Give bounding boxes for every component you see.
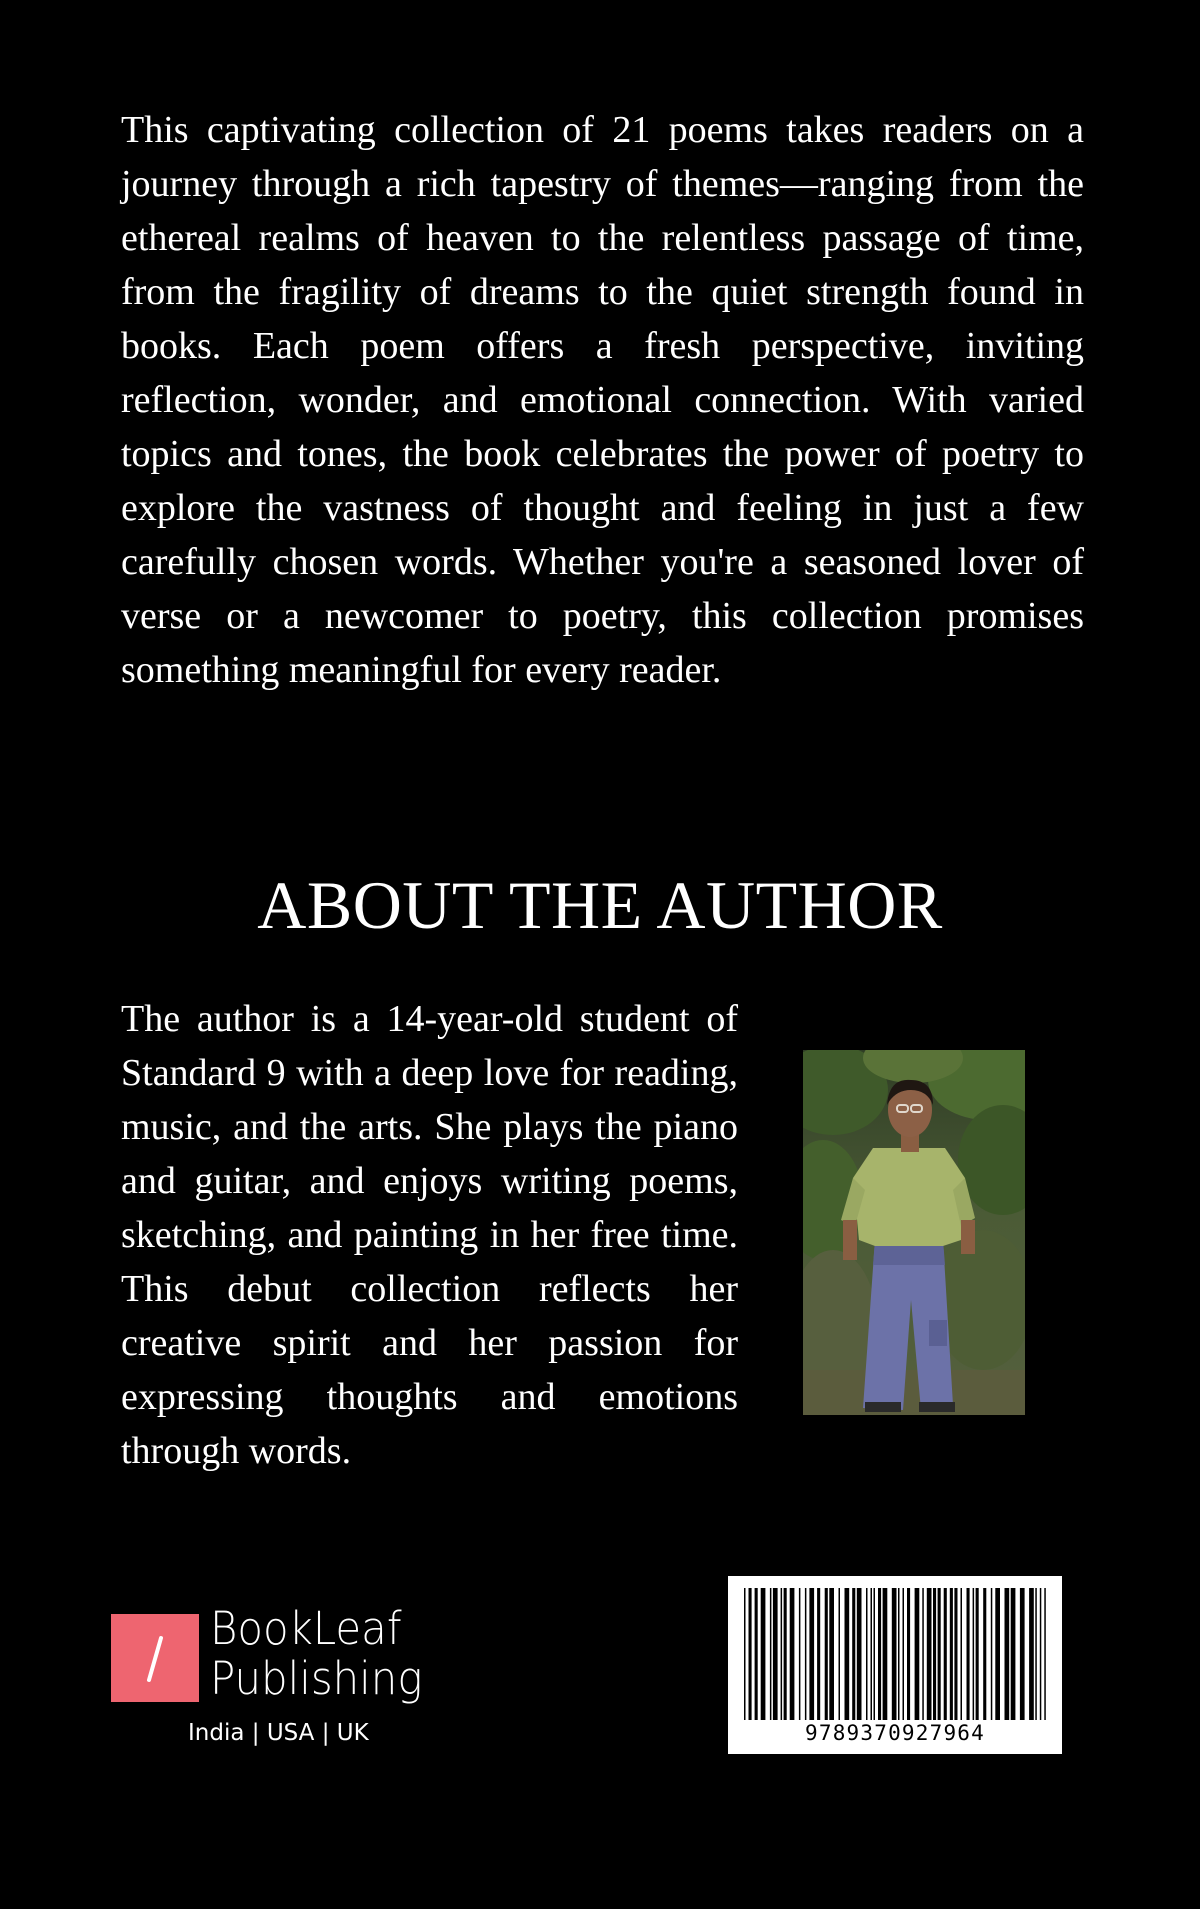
book-description: This captivating collection of 21 poems takes readers on a journey through a rich tapestry of themes—ranging from the ethereal realms of heaven to the relentless passage of time, from the fragility of dreams to the quiet strength found in books. Each poem offers a fresh perspective, inviting reflection, wonder, and emotional connection. With varied topics and tones, the book celebrates the power of poetry to explore the vastness of thought and feeling in just a few carefully chosen words. Whether you're a seasoned lover of verse or a newcomer to poetry, this collection promises something meaningful for every reader. [121, 109, 1084, 691]
barcode-bar [845, 1588, 850, 1720]
barcode-bar [1035, 1588, 1037, 1720]
barcode-bar [1040, 1588, 1042, 1720]
barcode-bar [825, 1588, 828, 1720]
barcode-bar [809, 1588, 814, 1720]
barcode-bar [944, 1588, 947, 1720]
barcode-bar [950, 1588, 953, 1720]
author-bio: The author is a 14-year-old student of Standard 9 with a deep love for reading, music, and the arts. She plays the piano and guitar, and enjoys writing poems, sketching, and painting in her free time. This debut collection reflects her creative spirit and her passion for expressing thoughts and emotions through words. [121, 998, 738, 1472]
barcode-bar [927, 1588, 932, 1720]
barcode-bar [903, 1588, 905, 1720]
barcode-bar [829, 1588, 834, 1720]
isbn-number: 9789370927964 [805, 1721, 985, 1745]
barcode-bar [1029, 1588, 1034, 1720]
author-photo-illustration [803, 1050, 1025, 1415]
publisher-name-line2: Publishing [210, 1652, 423, 1705]
barcode-bar [817, 1588, 820, 1720]
isbn-barcode [728, 1576, 1062, 1754]
barcode-bar [883, 1588, 888, 1720]
barcode-bar [915, 1588, 920, 1720]
barcode-bar [773, 1588, 778, 1720]
barcode-bar [839, 1588, 841, 1720]
about-author-heading: ABOUT THE AUTHOR [257, 867, 943, 943]
barcode-bar [749, 1588, 752, 1720]
barcode-bar [1020, 1588, 1025, 1720]
barcode-bar [1005, 1588, 1010, 1720]
barcode-bar [781, 1588, 783, 1720]
barcode-bar [995, 1588, 1000, 1720]
publisher-name-line1: BookLeaf [210, 1602, 402, 1655]
publisher-logo [111, 1602, 441, 1762]
barcode-bar [1044, 1588, 1046, 1720]
barcode-bar [954, 1588, 957, 1720]
barcode-bar [967, 1588, 970, 1720]
barcode-bar [805, 1588, 807, 1720]
author-photo [803, 1050, 1025, 1415]
barcode-bar [892, 1588, 897, 1720]
barcode-bar [871, 1588, 873, 1720]
barcode-bar [907, 1588, 910, 1720]
barcode-bar [857, 1588, 862, 1720]
barcode-bar [922, 1588, 924, 1720]
publisher-regions: India | USA | UK [188, 1720, 369, 1746]
barcode-bar [761, 1588, 766, 1720]
barcode-bar [770, 1588, 772, 1720]
barcode-bar [852, 1588, 855, 1720]
barcode-bar [799, 1588, 801, 1720]
barcode-bar [898, 1588, 900, 1720]
barcode-bar [938, 1588, 941, 1720]
barcode-bar [755, 1588, 758, 1720]
barcode-bars [728, 1576, 1062, 1721]
barcode-bar [1011, 1588, 1016, 1720]
barcode-bar [961, 1588, 963, 1720]
barcode-bar [878, 1588, 881, 1720]
barcode-bar [933, 1588, 936, 1720]
barcode-bar [790, 1588, 795, 1720]
barcode-bar [991, 1588, 993, 1720]
barcode-bar [976, 1588, 979, 1720]
barcode-bar [973, 1588, 975, 1720]
slash-icon [111, 1614, 199, 1702]
barcode-bar [874, 1588, 876, 1720]
barcode-bar [784, 1588, 787, 1720]
barcode-bar [866, 1588, 868, 1720]
barcode-bar [744, 1588, 746, 1720]
barcode-bar [983, 1588, 986, 1720]
publisher-name [210, 1604, 422, 1704]
